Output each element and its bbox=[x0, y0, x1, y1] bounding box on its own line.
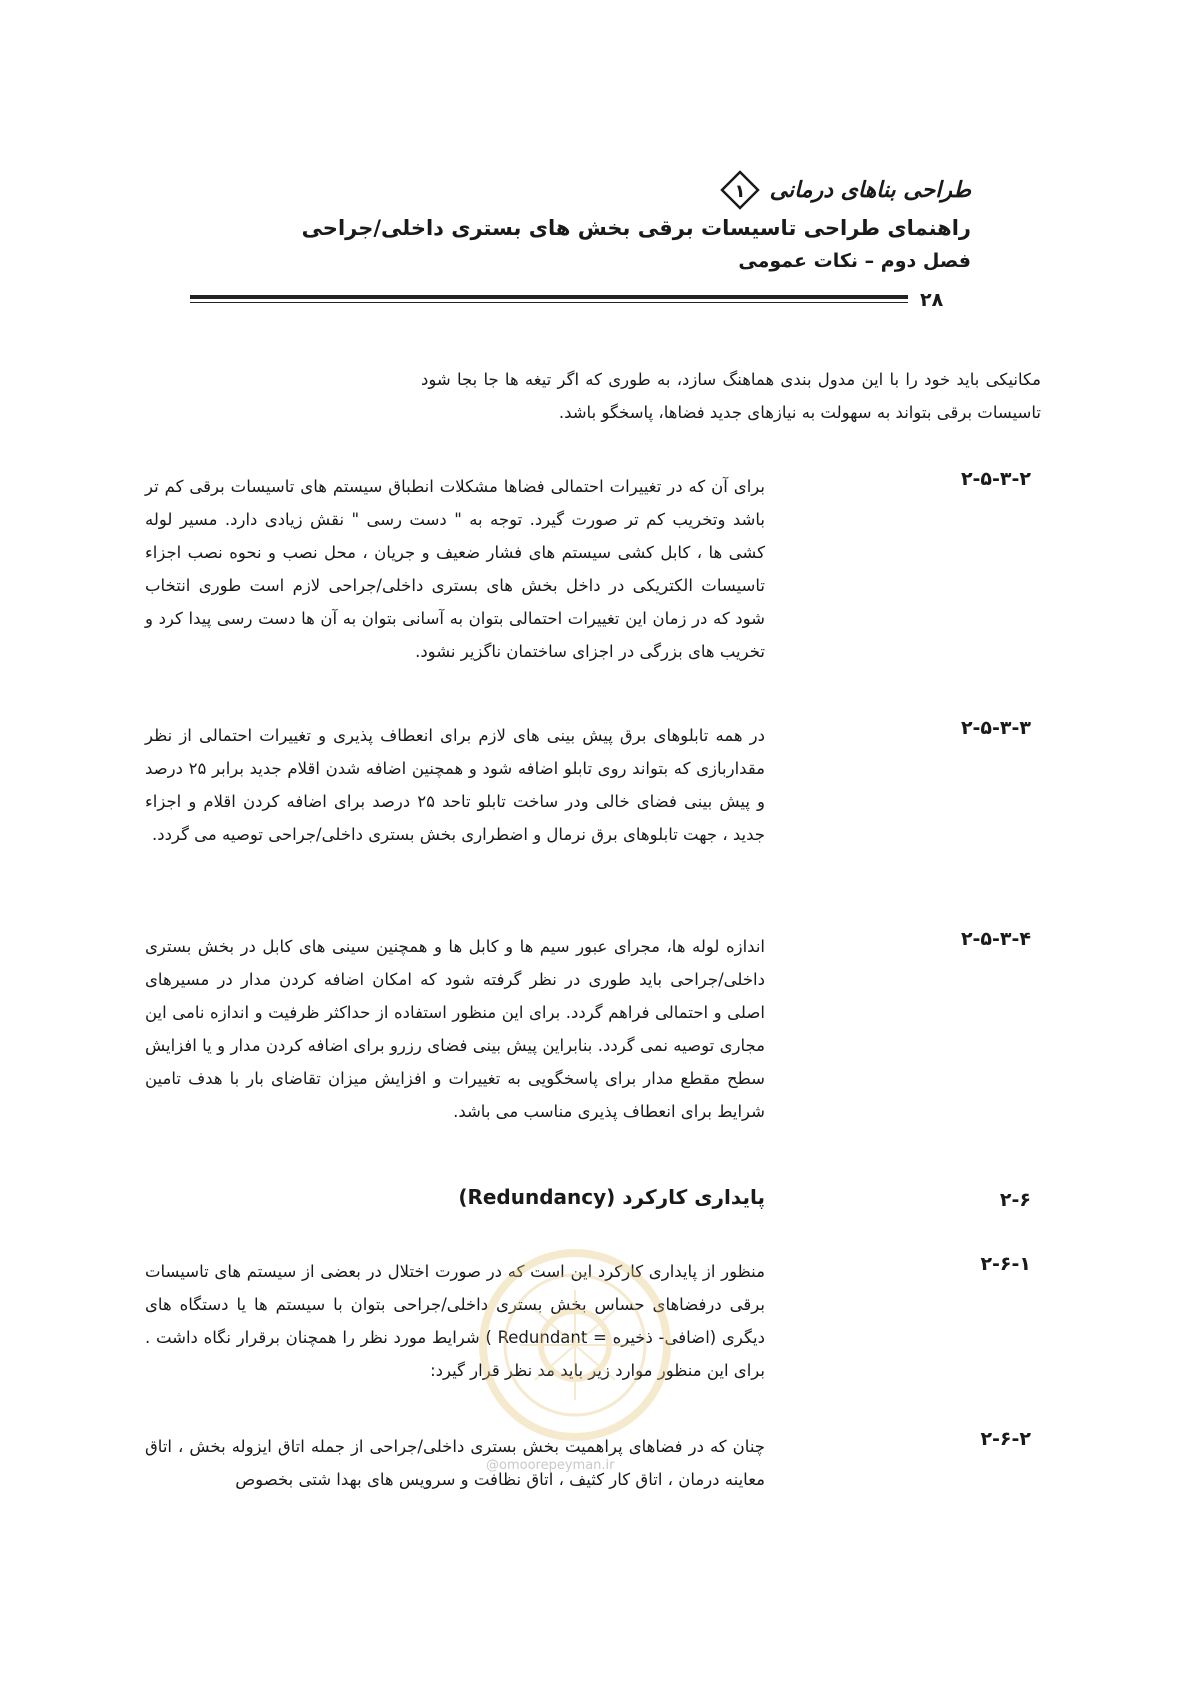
subsection-paragraph: چنان که در فضاهای پراهمیت بخش بستری داخلی/جراحی از جمله اتاق ایزوله بخش ، اتاق معاینه درمان ، اتاق کار کثیف ، اتاق نظافت و سرویس های بهدا شتی بخصوص bbox=[145, 1437, 765, 1489]
volume-badge-icon bbox=[720, 170, 760, 210]
header-rule-thin bbox=[190, 302, 908, 303]
header-rule-thick bbox=[190, 295, 908, 299]
chapter-title: فصل دوم – نکات عمومی bbox=[738, 250, 971, 272]
watermark-seal-icon bbox=[475, 1235, 675, 1455]
section-paragraph: اندازه لوله ها، مجرای عبور سیم ها و کابل ها و همچنین سینی های کابل در بخش بستری داخلی/جراحی باید طوری در نظر گرفته شود که امکان اضافه کردن مدار در مسیرهای اصلی و احتمالی فراهم گردد. برای این منظور استفاده از حداکثر ظرفیت و اندازه نامی این مجاری توصیه نمی گردد. بنابراین پیش بینی فضای رزرو برای اضافه کردن مدار و یا افزایش سطح مقطع مدار برای پاسخگویی به تغییرات و افزایش میزان تقاضای بار با هدف تامین شرایط برای انعطاف پذیری مناسب می باشد. bbox=[145, 937, 765, 1121]
subsection-paragraph: منظور از پایداری کارکرد این است که در صورت اختلال در بعضی از سیستم های تاسیسات برقی درفضاهای حساس بخش بستری داخلی/جراحی بتوان با سیستم ها یا دستگاه های دیگری (اضافی- ذخیره = Redundant ) شرایط مورد نظر را همچنان برقرار نگاه داشت . برای این منظور موارد زیر باید مد نظر قرار گیرد: bbox=[145, 1262, 765, 1380]
page-number: ۲۸ bbox=[920, 289, 944, 311]
guide-title: راهنمای طراحی تاسیسات برقی بخش های بستری داخلی/جراحی bbox=[301, 216, 971, 240]
lead-paragraph: مکانیکی باید خود را با این مدول بندی هماهنگ سازد، به طوری که اگر تیغه ها جا بجا شود تاسیسات برقی بتواند به سهولت به نیازهای جدید فضاها، پاسخگو باشد. bbox=[421, 370, 1041, 422]
main-section-number: ۲-۶ bbox=[999, 1189, 1031, 1211]
section-number: ۲-۵-۳-۴ bbox=[960, 928, 1031, 950]
watermark-site: @omoorepeyman.ir bbox=[486, 1458, 615, 1473]
section-number: ۲-۵-۳-۲ bbox=[960, 468, 1031, 490]
main-section-heading: پایداری کارکرد (Redundancy) bbox=[458, 1185, 765, 1209]
subsection-number: ۲-۶-۱ bbox=[980, 1253, 1031, 1275]
series-row bbox=[211, 170, 971, 210]
section-paragraph: در همه تابلوهای برق پیش بینی های لازم برای انعطاف پذیری و تغییرات احتمالی از نظر مقداربازی که بتواند روی تابلو اضافه شود و همچنین اضافه شدن اقلام جدید برابر ۲۵ درصد و پیش بینی فضای خالی ودر ساخت تابلو تاحد ۲۵ درصد برای اضافه کردن اقلام و اجزاء جدید ، جهت تابلوهای برق نرمال و اضطراری بخش بستری داخلی/جراحی توصیه می گردد. bbox=[145, 726, 765, 844]
subsection-number: ۲-۶-۲ bbox=[980, 1428, 1031, 1450]
volume-number: ۱ bbox=[734, 181, 746, 202]
section-paragraph: برای آن که در تغییرات احتمالی فضاها مشکلات انطباق سیستم های تاسیسات برقی کم تر باشد وتخریب کم تر صورت گیرد. توجه به " دست رسی " نقش زیادی دارد. مسیر لوله کشی ها ، کابل کشی سیستم های فشار ضعیف و جریان ، محل نصب و نحوه نصب اجزاء تاسیسات الکتریکی در داخل بخش های بستری داخلی/جراحی لازم است طوری انتخاب شود که در زمان این تغییرات احتمالی بتوان به آسانی بتوان به آن ها دست رسی پیدا کرد و تخریب های بزرگی در اجزای ساختمان ناگزیر نشود. bbox=[145, 477, 765, 661]
page-header bbox=[211, 170, 971, 272]
section-number: ۲-۵-۳-۳ bbox=[960, 717, 1031, 739]
series-title: طراحی بناهای درمانی bbox=[769, 177, 971, 203]
